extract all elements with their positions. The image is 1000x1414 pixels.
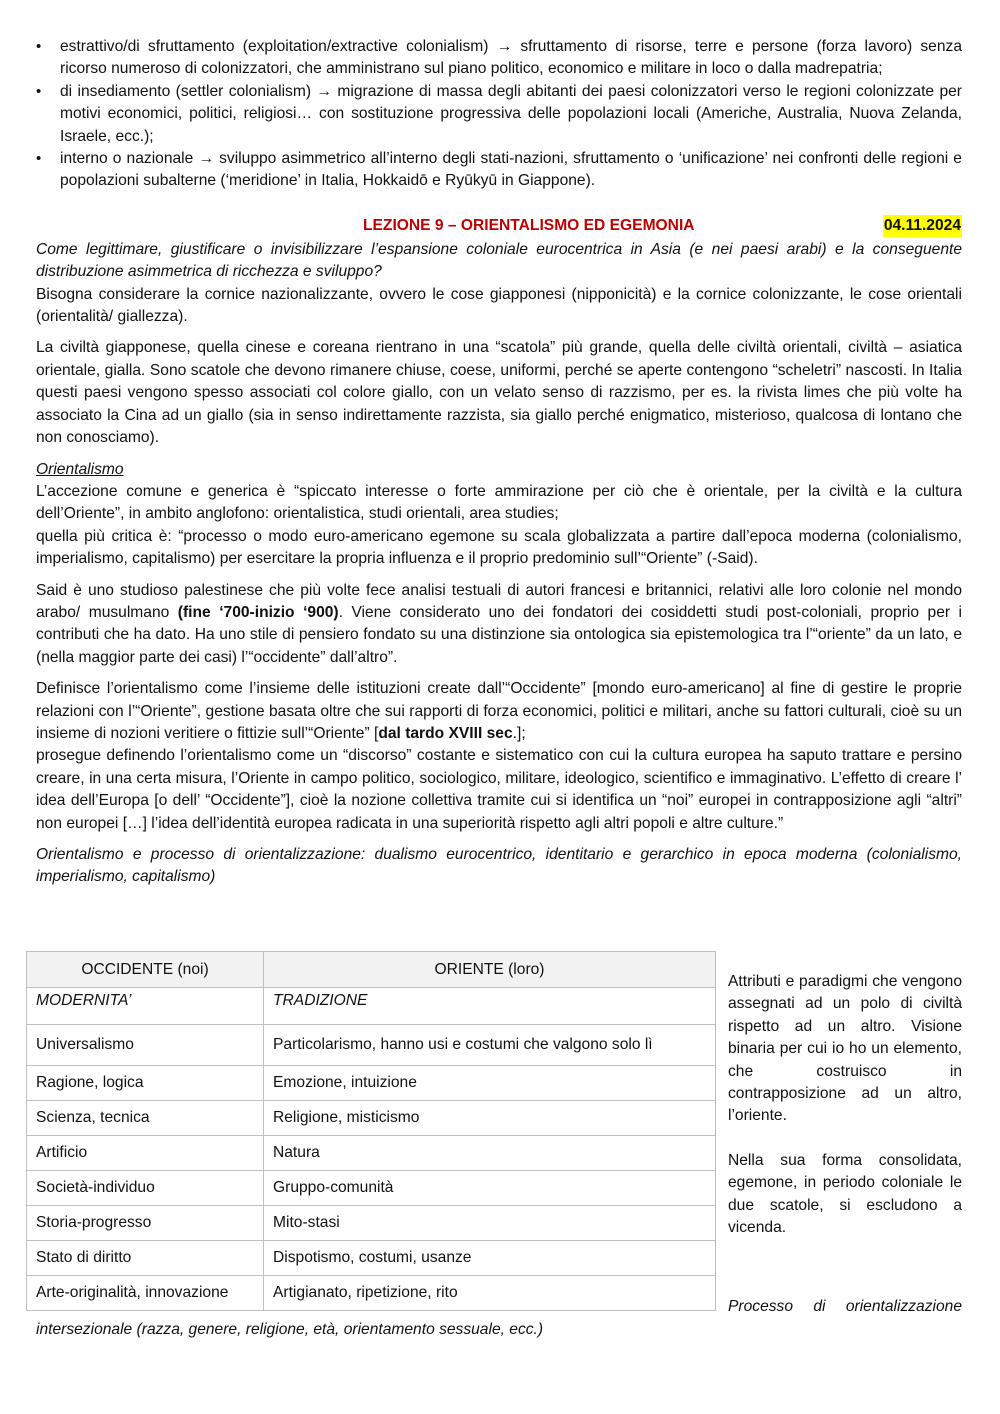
table-cell: TRADIZIONE	[264, 988, 716, 1025]
table-row	[27, 1066, 716, 1101]
table-header-row	[27, 952, 716, 988]
definisce-period: dal tardo XVIII sec	[378, 724, 513, 742]
civilta-paragraph: La civiltà giapponese, quella cinese e coreana rientrano in una “scatola” più grande, quella delle civiltà orientali, civiltà – asiatica orientale, gialla. Sono scatole che devono rimanere chiuse, coese, uniformi, perché se aperte contengono “scheletri” nascosti. In Italia questi paesi vengono spesso associati col colore giallo, con un velato senso di razzismo, per es. la rivista limes che più volte ha associato la Cina ad un giallo (sia in senso indirettamente razzista, sia giallo perché enigmatico, misterioso, qualcosa di lontano che non conosciamo).	[36, 339, 962, 447]
list-item	[60, 36, 962, 81]
orientalismo-common-definition: L’accezione comune e generica è “spiccato interesse o forte ammirazione per ciò che è orientale, per la civiltà e la cultura dell’Oriente”, in ambito anglofono: orientalistica, studi orientali, area studies;	[36, 482, 962, 523]
side-notes	[728, 971, 962, 1239]
lesson-title: LEZIONE 9 – ORIENTALISMO ED EGEMONIA	[363, 216, 695, 234]
said-text: . Viene considerato uno dei fondatori dei cosiddetti studi post-coloniali, proprio per i contributi che ha dato. Ha uno stile di pensiero fondato su una distinzione sia ontologica sia epistemologica tra l’“oriente” da un lato, e (nella maggior parte dei casi) l’“occidente” dall’altro”.	[36, 603, 963, 666]
table-row	[27, 1206, 716, 1241]
bullet-text: sviluppo asimmetrico all’interno degli stati-nazioni, sfruttamento o ‘unificazione’ nei confronti delle regioni e popolazioni subalterne (‘meridione’ in Italia, Hokkaidō e Ryūkyū in Giappone).	[60, 150, 962, 190]
table-cell: Universalismo	[27, 1025, 264, 1066]
table-cell: Artigianato, ripetizione, rito	[264, 1276, 716, 1311]
bullet-text: migrazione di massa degli abitanti dei paesi colonizzatori verso le regioni colonizzate per motivi economici, politici, religiosi… con sostituzione progressiva delle popolazioni locali (Americhe, Australia, Nuova Zelanda, Israele, ecc.);	[60, 82, 963, 145]
table-cell: Particolarismo, hanno usi e costumi che valgono solo lì	[264, 1025, 716, 1066]
bullet-text: sfruttamento di risorse, terre e persone (forza lavoro) senza ricorso numeroso di colonizzatori, che amministrano sul piano politico, economico e militare in loco o dalla madrepatria;	[60, 38, 962, 78]
said-paragraph	[36, 580, 962, 670]
table-cell: Natura	[264, 1136, 716, 1171]
list-item	[60, 148, 962, 193]
section-heading-orientalismo: Orientalismo	[36, 460, 124, 478]
table-cell: Emozione, intuizione	[264, 1066, 716, 1101]
table-row	[27, 1101, 716, 1136]
said-period: (fine ‘700-inizio ‘900)	[177, 603, 339, 621]
table-row	[27, 1241, 716, 1276]
table-cell: Mito-stasi	[264, 1206, 716, 1241]
dualism-table-wrapper	[26, 951, 716, 1311]
table-cell: Artificio	[27, 1136, 264, 1171]
definisce-text: .];	[512, 724, 526, 742]
table-cell: Società-individuo	[27, 1171, 264, 1206]
colonialism-types-list	[36, 36, 962, 193]
list-item	[60, 81, 962, 148]
table-cell: Ragione, logica	[27, 1066, 264, 1101]
column-header-oriente: ORIENTE (loro)	[264, 952, 716, 988]
orientalismo-critical-definition: quella più critica è: “processo o modo euro-americano egemone su scala globalizzata a partire dall’epoca moderna (colonialismo, imperialismo, capitalismo) per esercitare la propria influenza e il proprio predominio sull’“Oriente” (-Said).	[36, 527, 962, 568]
column-header-occidente: OCCIDENTE (noi)	[27, 952, 264, 988]
table-row	[27, 1171, 716, 1206]
dualism-table	[26, 951, 716, 1311]
table-row	[27, 1025, 716, 1066]
table-row	[27, 988, 716, 1025]
prosegue-paragraph: prosegue definendo l’orientalismo come un “discorso” costante e sistematico con cui la cultura europea ha saputo trattare e persino creare, in una certa misura, l’Oriente in campo politico, sociologico, militare, ideologico, scientifico e immaginativo. L’effetto di creare l’ idea dell’Europa [o dell’ “Occidente”], cioè la nozione collettiva tramite cui si identifica un “noi” europei in contrapposizione agli “altri” non europei […] l’idea dell’identità europea radicata in una superiorità rispetto agli altri popoli e altre culture.”	[36, 747, 962, 832]
table-cell: Stato di diritto	[27, 1241, 264, 1276]
bullet-text: interno o nazionale	[60, 150, 199, 168]
intro-frames: Bisogna considerare la cornice nazionalizzante, ovvero le cose giapponesi (nipponicità) e la cornice colonizzante, le cose orientali (orientalità/ giallezza).	[36, 285, 962, 326]
document-body	[36, 36, 962, 889]
processo-paragraph: Orientalismo e processo di orientalizzazione: dualismo eurocentrico, identitario e gerarchico in epoca moderna (colonialismo, imperialismo, capitalismo)	[36, 846, 962, 886]
arrow-right-icon: →	[198, 150, 215, 168]
table-cell: Gruppo-comunità	[264, 1171, 716, 1206]
lesson-header	[36, 215, 962, 239]
arrow-right-icon: →	[496, 38, 513, 55]
side-note-paradigms: Attributi e paradigmi che vengono assegnati ad un polo di civiltà rispetto ad un altro. Visione binaria per cui io ho un elemento, che costruisco in contrapposizione ad un altro, l’oriente.	[728, 973, 962, 1125]
intro-question: Come legittimare, giustificare o invisibilizzare l’espansione coloniale eurocentrica in Asia (e nei paesi arabi) e la conseguente distribuzione asimmetrica di ricchezza e sviluppo?	[36, 240, 962, 281]
bullet-text: estrattivo/di sfruttamento (exploitation/extractive colonialism)	[60, 38, 497, 55]
arrow-right-icon: →	[316, 82, 333, 100]
table-cell: Scienza, tecnica	[27, 1101, 264, 1136]
lesson-date: 04.11.2024	[883, 215, 962, 237]
table-cell: Storia-progresso	[27, 1206, 264, 1241]
table-cell: Arte-originalità, innovazione	[27, 1276, 264, 1311]
table-cell: MODERNITA’	[27, 988, 264, 1025]
table-cell: Dispotismo, costumi, usanze	[264, 1241, 716, 1276]
said-text: Said è uno studioso palestinese che più volte fece analisi testuali di autori francesi e britannici, relativi alle loro colonie nel mondo arabo/ musulmano	[36, 581, 962, 621]
definisce-paragraph	[36, 678, 962, 745]
table-cell: Religione, misticismo	[264, 1101, 716, 1136]
definisce-text: Definisce l’orientalismo come l’insieme delle istituzioni create dall’“Occidente” [mondo euro-americano] al fine di gestire le proprie relazioni con l’“Oriente”, gestione basata oltre che sui rapporti di forza economici, politici e militari, anche su fattori culturali, cioè su un insieme di nozioni veritiere o fittizie sull’“Oriente” [	[36, 680, 962, 742]
side-note-hegemony: Nella sua forma consolidata, egemone, in periodo coloniale le due scatole, si escludono a vicenda.	[728, 1151, 962, 1237]
orientalization-continuation: intersezionale (razza, genere, religione, età, orientamento sessuale, ecc.)	[36, 1321, 544, 1338]
table-row	[27, 1276, 716, 1311]
orientalization-heading: Processo di orientalizzazione	[728, 1298, 962, 1315]
bullet-text: di insediamento (settler colonialism)	[60, 82, 317, 100]
table-row	[27, 1136, 716, 1171]
